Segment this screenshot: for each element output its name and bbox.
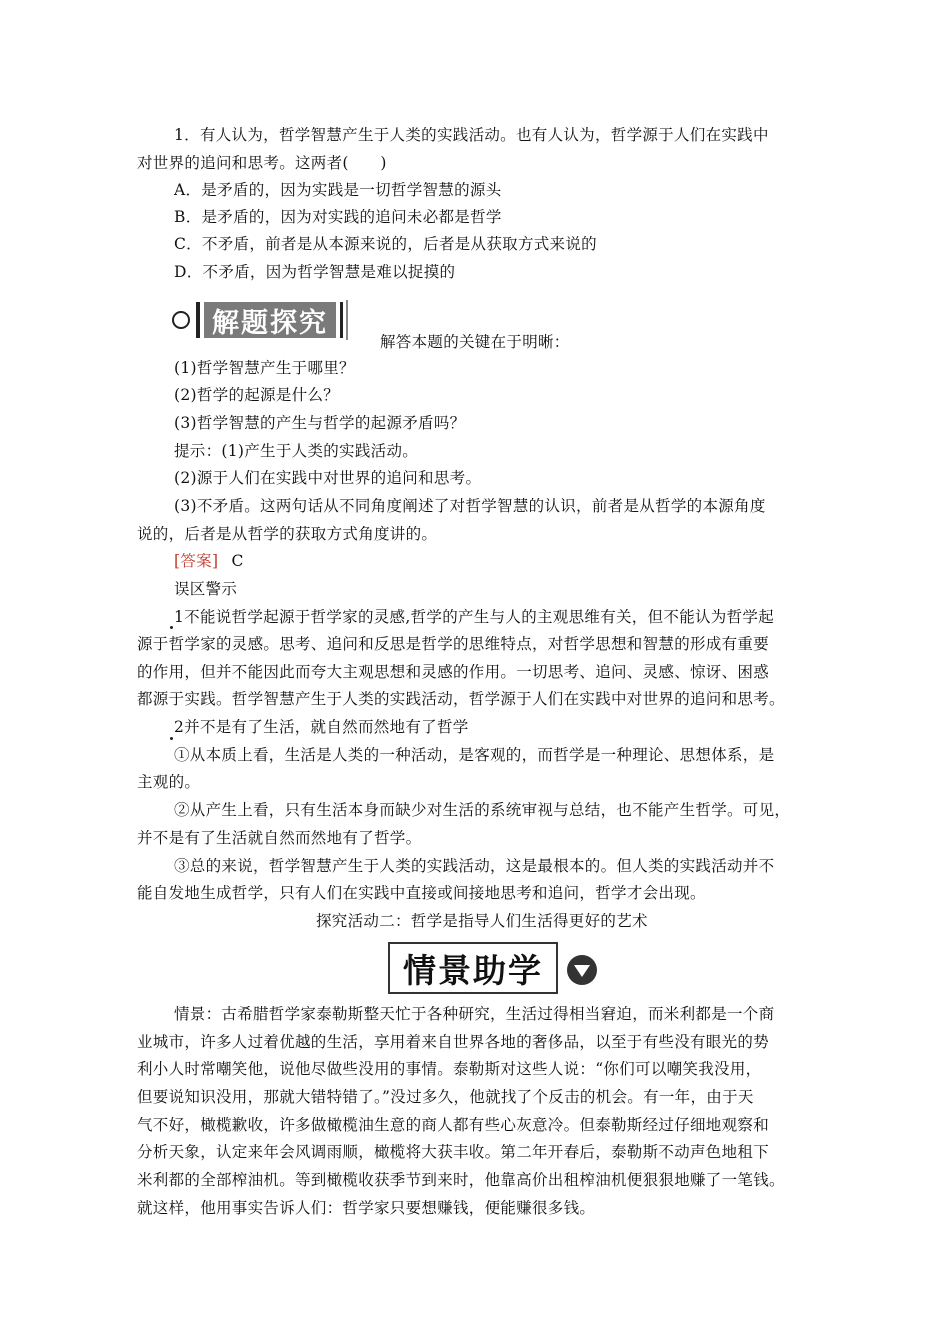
warning-point: ③总的来说，哲学智慧产生于人类的实践活动，这是最根本的。但人类的实践活动并不 (174, 857, 775, 875)
analysis-intro: 解答本题的关键在于明晰： (380, 333, 570, 351)
warning-point: 并不是有了生活就自然而然地有了哲学。 (137, 829, 422, 847)
circle-icon (172, 311, 190, 329)
analysis-point: (1)哲学智慧产生于哪里？ (174, 359, 355, 377)
triangle-down-icon (566, 954, 598, 986)
warning-point: ②从产生上看，只有生活本身而缺少对生活的系统审视与总结，也不能产生哲学。可见， (174, 801, 791, 819)
badge-bar (196, 302, 200, 338)
warning-heading: 2并不是有了生活，就自然而然地有了哲学 (174, 718, 469, 736)
answer-label: [答案] (174, 552, 219, 570)
hint-line: 说的，后者是从哲学的获取方式角度讲的。 (137, 525, 438, 543)
question-stem: 1．有人认为，哲学智慧产生于人类的实践活动。也有人认为，哲学源于人们在实践中 (174, 126, 769, 144)
warning-paragraph: 1不能说哲学起源于哲学家的灵感,哲学的产生与人的主观思维有关，但不能认为哲学起 (174, 608, 774, 626)
hint-line: 提示：(1)产生于人类的实践活动。 (174, 442, 419, 460)
warning-point: 主观的。 (137, 773, 201, 791)
badge-bar (346, 300, 348, 340)
analysis-point: (3)哲学智慧的产生与哲学的起源矛盾吗？ (174, 414, 466, 432)
analysis-badge (172, 300, 348, 340)
answer-line (174, 551, 244, 571)
warning-paragraph: 的作用，但并不能因此而夸大主观思想和灵感的作用。一切思考、追问、灵感、惊讶、困惑 (137, 663, 770, 681)
scenario-paragraph: 分析天象，认定来年会风调雨顺，橄榄将大获丰收。第二年开春后，泰勒斯不动声色地租下 (137, 1143, 770, 1161)
scenario-paragraph: 气不好，橄榄歉收，许多做橄榄油生意的商人都有些心灰意冷。但泰勒斯经过仔细地观察和 (137, 1116, 770, 1134)
scenario-paragraph: 业城市，许多人过着优越的生活，享用着来自世界各地的奢侈品，以至于有些没有眼光的势 (137, 1033, 770, 1051)
hint-line: (3)不矛盾。这两句话从不同角度阐述了对哲学智慧的认识，前者是从哲学的本源角度 (174, 497, 766, 515)
option-b: B．是矛盾的，因为对实践的追问未必都是哲学 (174, 208, 502, 226)
option-d: D．不矛盾，因为哲学智慧是难以捉摸的 (174, 263, 456, 281)
warning-point: 能自发地生成哲学，只有人们在实践中直接或间接地思考和追问，哲学才会出现。 (137, 884, 706, 902)
badge-bar (340, 302, 343, 338)
scenario-paragraph: 就这样，他用事实告诉人们：哲学家只要想赚钱，便能赚很多钱。 (137, 1199, 596, 1217)
scenario-paragraph: 情景：古希腊哲学家泰勒斯整天忙于各种研究，生活过得相当窘迫，而米利都是一个商 (174, 1005, 775, 1023)
analysis-badge-label: 解题探究 (204, 302, 336, 338)
scenario-badge (388, 942, 558, 994)
activity-title: 探究活动二：哲学是指导人们生活得更好的艺术 (316, 912, 648, 930)
question-stem-cont: 对世界的追问和思考。这两者( ) (137, 154, 387, 172)
option-c: C．不矛盾，前者是从本源来说的，后者是从获取方式来说的 (174, 235, 597, 253)
emphasis-dot (170, 737, 173, 740)
scenario-paragraph: 米利都的全部榨油机。等到橄榄收获季节到来时，他靠高价出租榨油机便狠狠地赚了一笔钱。 (137, 1171, 785, 1189)
hint-line: (2)源于人们在实践中对世界的追问和思考。 (174, 469, 482, 487)
option-a: A．是矛盾的，因为实践是一切哲学智慧的源头 (174, 181, 502, 199)
warning-paragraph: 源于哲学家的灵感。思考、追问和反思是哲学的思维特点，对哲学思想和智慧的形成有重要 (137, 635, 770, 653)
scenario-paragraph: 利小人时常嘲笑他，说他尽做些没用的事情。泰勒斯对这些人说：“你们可以嘲笑我没用， (137, 1060, 762, 1078)
warning-paragraph: 都源于实践。哲学智慧产生于人类的实践活动，哲学源于人们在实践中对世界的追问和思考。 (137, 690, 785, 708)
answer-value: C (231, 552, 244, 570)
warning-point: ①从本质上看，生活是人类的一种活动，是客观的，而哲学是一种理论、思想体系，是 (174, 746, 775, 764)
scenario-badge-label: 情景助学 (403, 950, 543, 990)
analysis-point: (2)哲学的起源是什么？ (174, 386, 340, 404)
emphasis-dot (170, 626, 173, 629)
scenario-paragraph: 但要说知识没用，那就大错特错了。”没过多久，他就找了个反击的机会。有一年，由于天 (137, 1088, 754, 1106)
warning-title: 误区警示 (174, 580, 238, 598)
